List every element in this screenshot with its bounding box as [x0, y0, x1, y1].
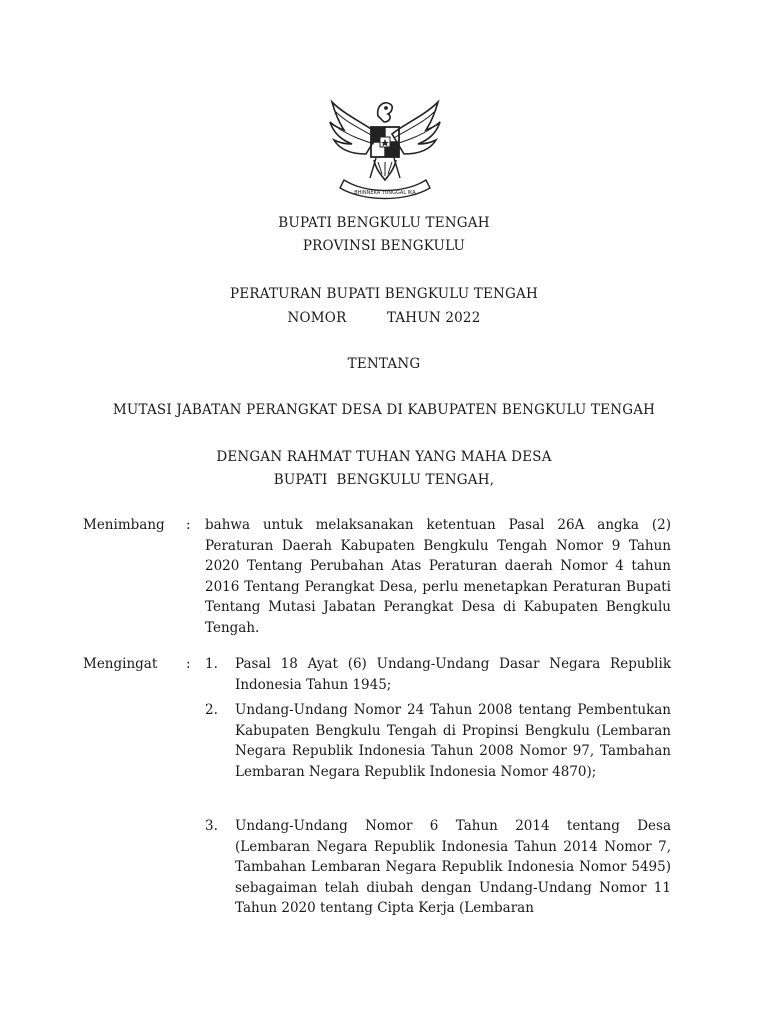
province-title: PROVINSI BENGKULU [302, 238, 466, 254]
garuda-emblem-icon [326, 94, 444, 204]
regulation-number: NOMOR TAHUN 2022 [287, 310, 481, 326]
mengingat-label: Mengingat [83, 656, 158, 672]
blessing-line: DENGAN RAHMAT TUHAN YANG MAHA DESA [216, 449, 552, 465]
mengingat-colon: : [186, 656, 191, 672]
regulation-subject: MUTASI JABATAN PERANGKAT DESA DI KABUPATEN BENGKULU TENGAH [112, 402, 656, 418]
menimbang-colon: : [186, 517, 191, 533]
mengingat-item-number: 1. [205, 656, 218, 672]
mengingat-item-number: 2. [205, 702, 218, 718]
mengingat-item-text: Undang-Undang Nomor 24 Tahun 2008 tentang Pembentukan Kabupaten Bengkulu Tengah di Propinsi Bengkulu (Lembaran Negara Republik Indonesia Tahun 2008 Nomor 97, Tambahan Lembaran Negara Republik Indonesia Nomor 4870); [235, 702, 671, 780]
mengingat-item-number: 3. [205, 818, 218, 834]
mengingat-item-text: Pasal 18 Ayat (6) Undang-Undang Dasar Negara Republik Indonesia Tahun 1945; [235, 656, 671, 693]
emblem-ribbon-text: BHINNEKA TUNGGAL IKA [354, 190, 416, 196]
menimbang-text: bahwa untuk melaksanakan ketentuan Pasal 26A angka (2) Peraturan Daerah Kabupaten Bengkulu Tengah Nomor 9 Tahun 2020 Tentang Perubahan Atas Peraturan daerah Nomor 4 tahun 2016 Tentang Perangkat Desa, perlu menetapkan Peraturan Bupati Tentang Mutasi Jabatan Perangkat Desa di Kabupaten Bengkulu Tengah. [205, 517, 671, 636]
regent-title: BUPATI BENGKULU TENGAH [278, 215, 490, 231]
tentang-heading: TENTANG [347, 356, 421, 372]
regent-signature-heading: BUPATI BENGKULU TENGAH, [273, 472, 495, 488]
regulation-title: PERATURAN BUPATI BENGKULU TENGAH [230, 286, 538, 302]
menimbang-label: Menimbang [83, 517, 165, 533]
mengingat-item-text: Undang-Undang Nomor 6 Tahun 2014 tentang Desa (Lembaran Negara Republik Indonesia Tahun 2014 Nomor 7, Tambahan Lembaran Negara Republik Indonesia Nomor 5495) sebagaiman telah diubah dengan Undang-Undang Nomor 11 Tahun 2020 tentang Cipta Kerja (Lembaran [235, 818, 671, 916]
